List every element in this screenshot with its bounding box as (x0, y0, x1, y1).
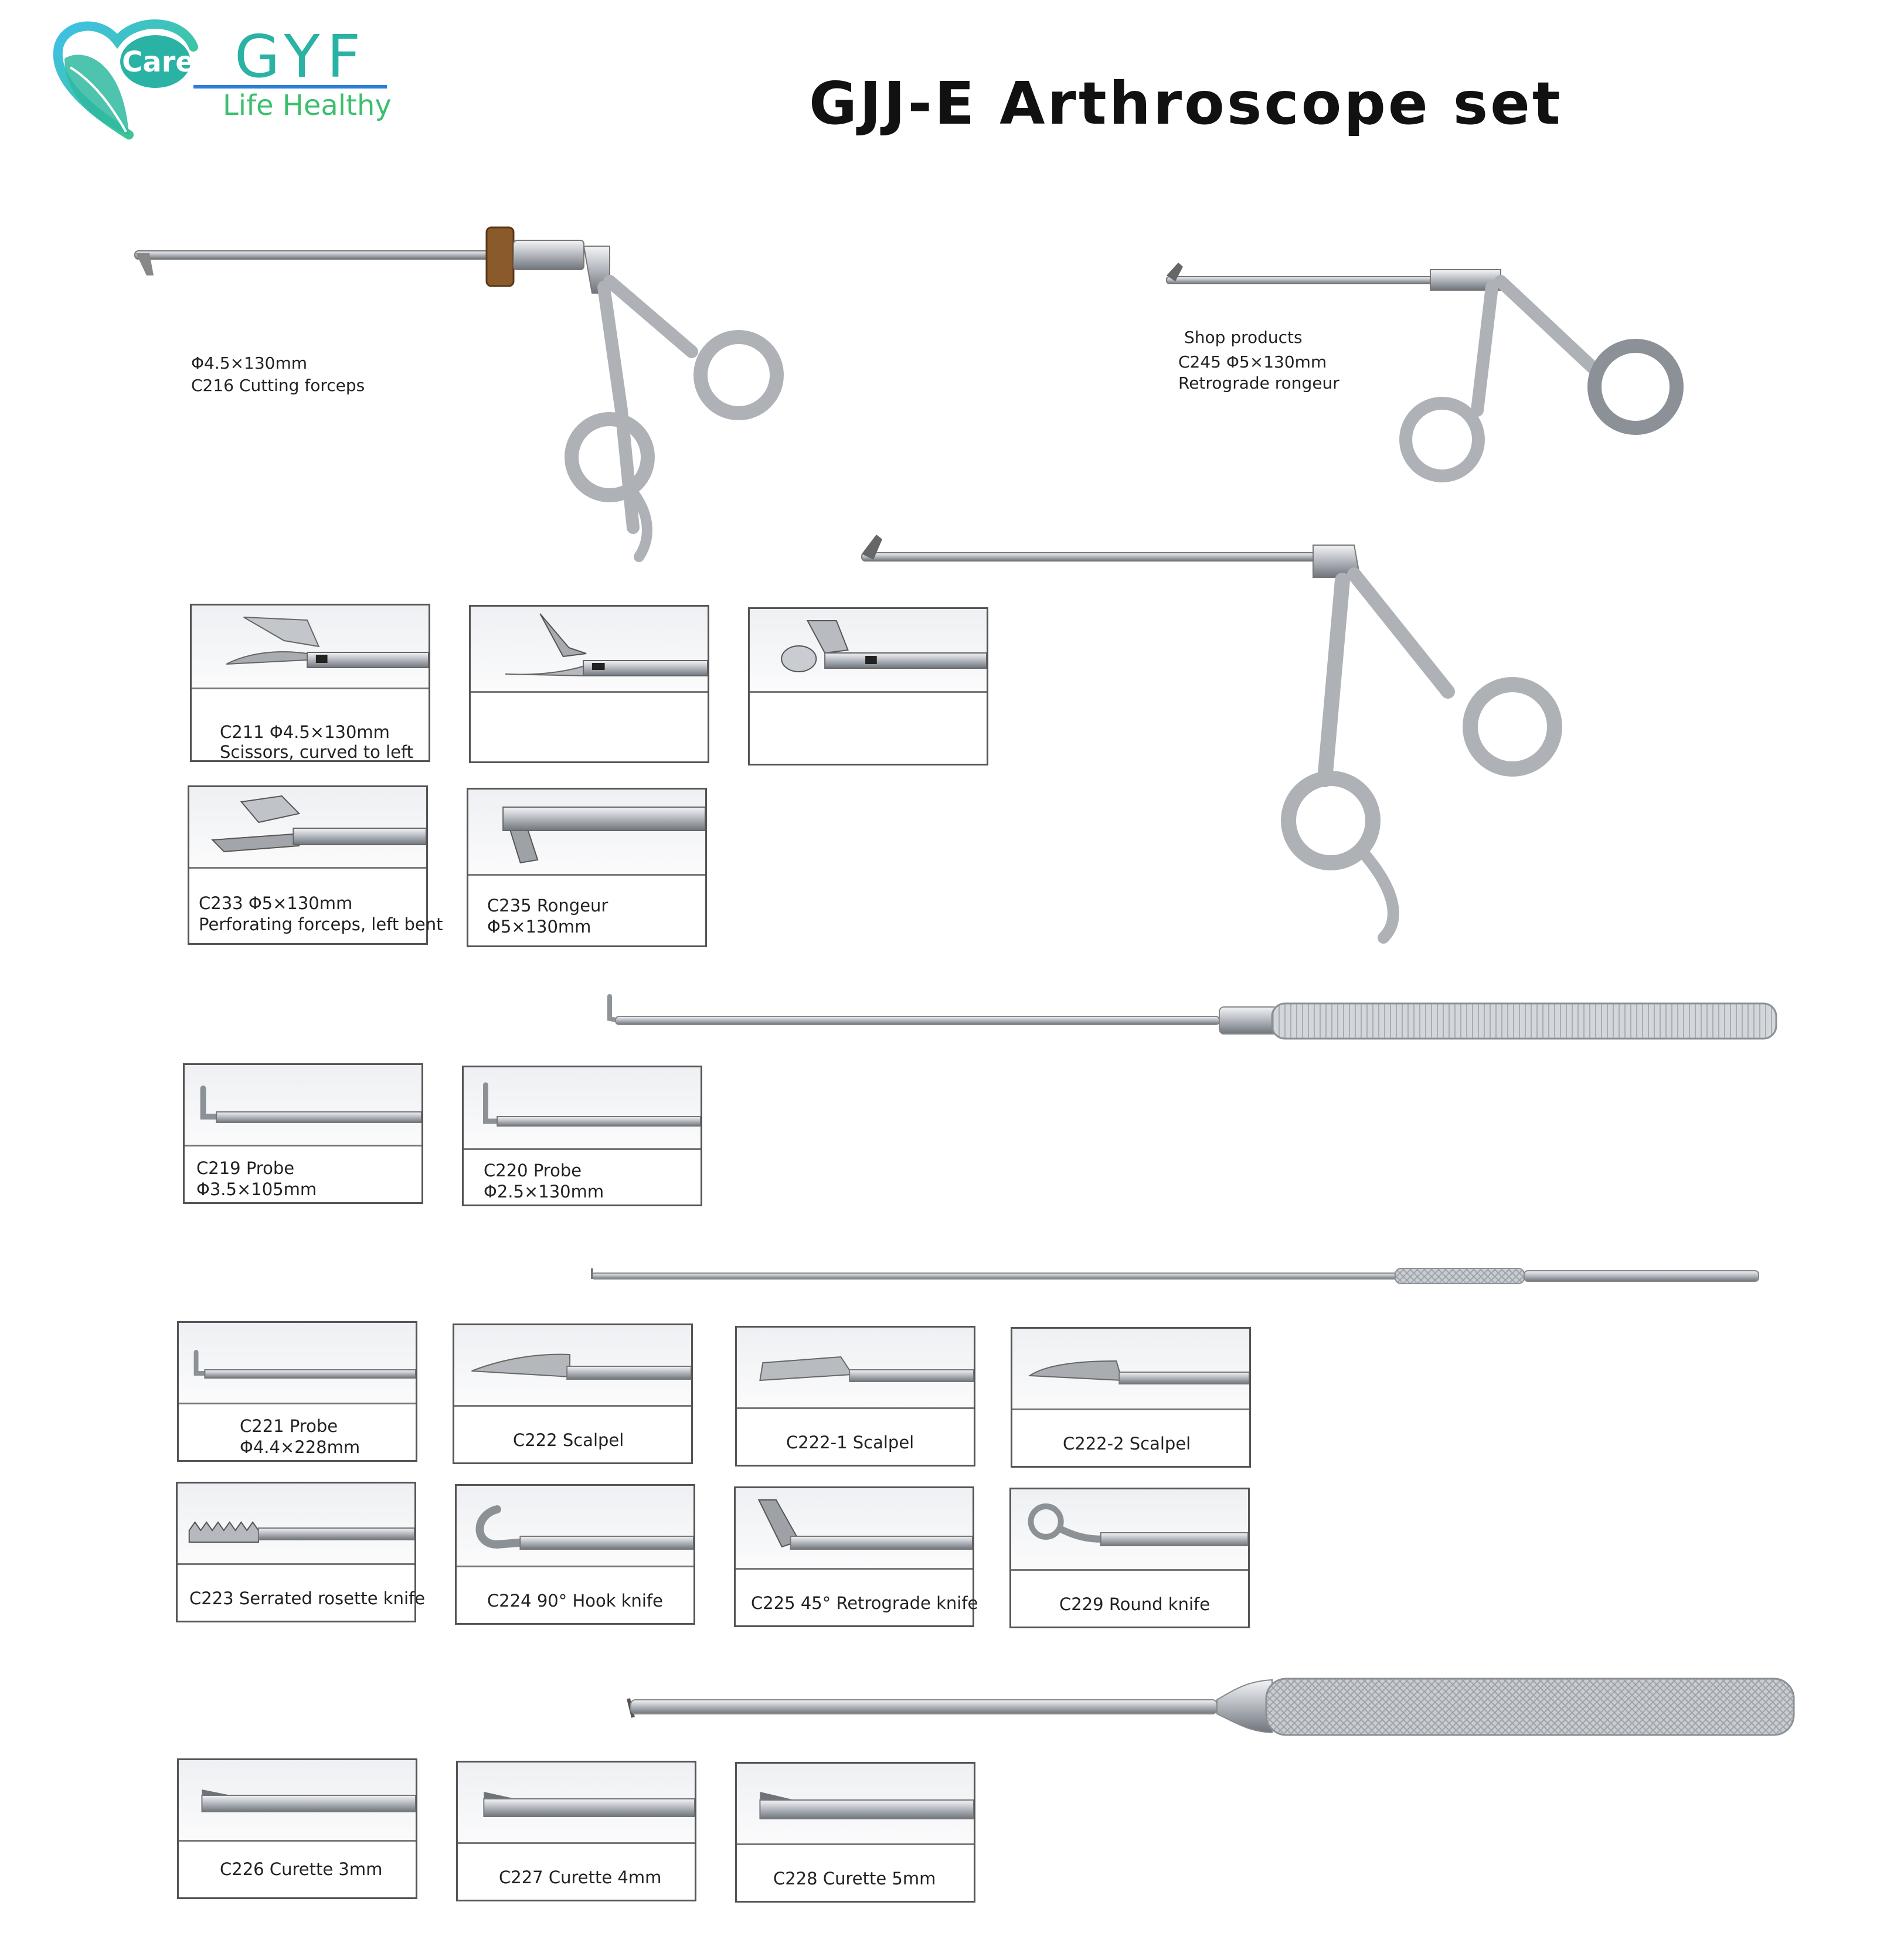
c245-name: Retrograde rongeur (1178, 373, 1339, 393)
punch-tip-icon (750, 609, 987, 691)
card-c225 (734, 1486, 978, 1627)
c228-name: C228 Curette 5mm (773, 1869, 936, 1889)
card-c223 (176, 1482, 426, 1622)
c219-size: Φ3.5×105mm (196, 1179, 317, 1199)
scalpel-tip-icon (454, 1325, 691, 1405)
c221-name: C221 Probe (240, 1416, 338, 1436)
card-c222 (453, 1323, 693, 1464)
curette-tip-icon (737, 1764, 974, 1843)
card-c228 (735, 1762, 975, 1903)
c222-1-name: C222-1 Scalpel (786, 1433, 914, 1452)
long-probe-icon (592, 1268, 1759, 1284)
hook-knife-tip-icon (457, 1486, 693, 1566)
card-c227 (456, 1761, 696, 1901)
card-scissors-tip (469, 605, 709, 763)
curved-scissors-tip-icon (192, 605, 429, 688)
card-c222-1 (735, 1326, 975, 1467)
probe-tip-icon (464, 1067, 701, 1148)
c233-size: C233 Φ5×130mm (199, 893, 353, 913)
c233-desc: Perforating forceps, left bent (199, 914, 443, 934)
c229-name: C229 Round knife (1059, 1594, 1211, 1614)
scissors-tip-icon (471, 607, 708, 691)
c222-name: C222 Scalpel (513, 1430, 624, 1450)
card-c219 (183, 1063, 423, 1204)
scalpel-tip-icon (737, 1328, 974, 1407)
probe-tip-icon (179, 1323, 416, 1403)
card-c233 (188, 785, 443, 945)
c245-size: C245 Φ5×130mm (1178, 352, 1327, 372)
card-c235 (467, 788, 707, 947)
c220-size: Φ2.5×130mm (484, 1182, 604, 1202)
c245-shop-label: Shop products (1184, 328, 1303, 347)
probe-with-handle-icon (610, 996, 1776, 1039)
card-punch-tip (748, 607, 988, 765)
card-c221 (177, 1321, 417, 1462)
logo-tagline: Life Healthy (223, 89, 392, 122)
probe-tip-icon (185, 1065, 421, 1145)
c224-name: C224 90° Hook knife (487, 1591, 664, 1611)
card-c229 (1009, 1488, 1250, 1628)
card-c224 (455, 1484, 695, 1625)
c216-name: C216 Cutting forceps (191, 376, 365, 395)
card-c211 (190, 604, 430, 762)
card-c220 (462, 1066, 702, 1206)
c221-size: Φ4.4×228mm (240, 1437, 361, 1457)
logo-care-text: Care (122, 46, 195, 79)
c222-2-name: C222-2 Scalpel (1063, 1434, 1191, 1454)
c216-size: Φ4.5×130mm (191, 353, 308, 373)
curette-with-handle-icon (628, 1679, 1794, 1735)
c226-name: C226 Curette 3mm (220, 1859, 383, 1879)
curette-tip-icon (458, 1763, 695, 1842)
round-knife-tip-icon (1011, 1489, 1248, 1569)
c235-size: Φ5×130mm (487, 917, 591, 937)
c225-name: C225 45° Retrograde knife (751, 1593, 978, 1613)
c211-size: C211 Φ4.5×130mm (220, 722, 390, 742)
c220-name: C220 Probe (484, 1161, 582, 1180)
c227-name: C227 Curette 4mm (499, 1867, 662, 1887)
rongeur-tip-icon (468, 790, 705, 874)
c219-name: C219 Probe (196, 1158, 295, 1178)
scalpel-tip-icon (1012, 1329, 1249, 1408)
c235-name: C235 Rongeur (487, 896, 608, 916)
card-c226 (177, 1758, 417, 1899)
card-c222-2 (1011, 1327, 1251, 1468)
curette-tip-icon (179, 1760, 416, 1840)
c211-desc: Scissors, curved to left (220, 742, 414, 762)
perforating-tip-icon (189, 787, 426, 867)
logo-brand-name: GYF (234, 22, 368, 91)
c223-name: C223 Serrated rosette knife (189, 1588, 426, 1608)
serrated-knife-tip-icon (178, 1484, 414, 1563)
retrograde-knife-tip-icon (736, 1488, 973, 1568)
page-title: GJJ-E Arthroscope set (809, 69, 1563, 138)
